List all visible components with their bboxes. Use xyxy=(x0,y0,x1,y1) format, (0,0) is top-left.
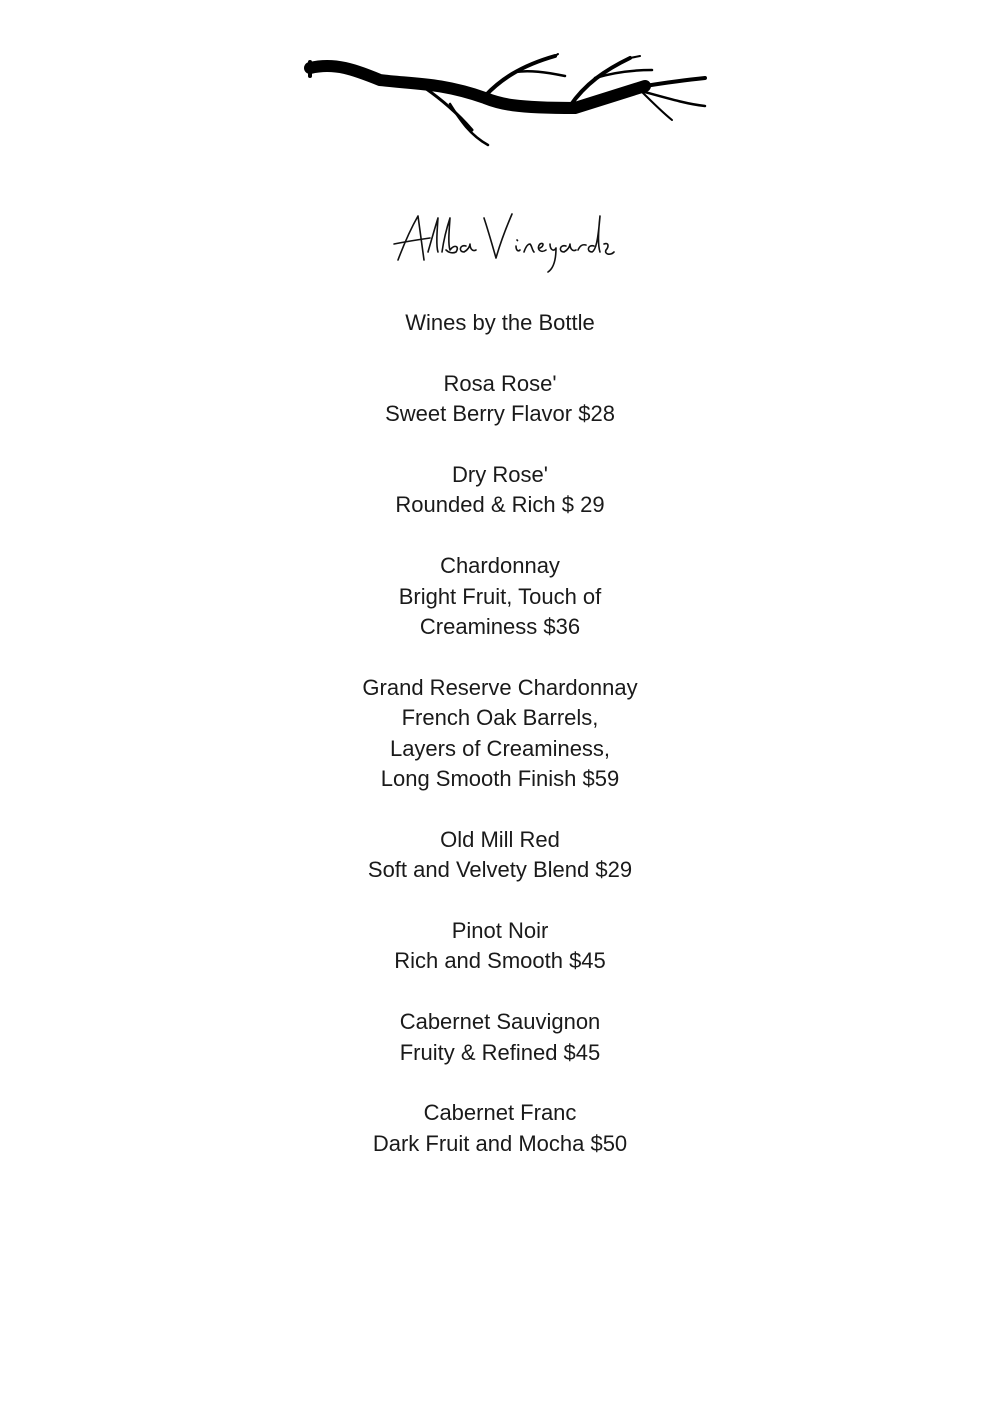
wine-item xyxy=(0,1007,1000,1068)
wine-name: Cabernet Franc xyxy=(423,1100,577,1126)
wine-name: Dry Rose' xyxy=(452,462,548,487)
wine-description: Rich and Smooth $45 xyxy=(394,948,606,974)
wine-item xyxy=(0,916,1000,977)
wine-name: Rosa Rose' xyxy=(443,370,557,396)
tree-branch-icon xyxy=(300,40,720,160)
wine-item xyxy=(0,1098,1000,1159)
wine-description: Creaminess $36 xyxy=(419,614,581,640)
wine-name: Cabernet Sauvignon xyxy=(399,1009,601,1035)
wine-description: Sweet Berry Flavor $28 xyxy=(385,401,615,427)
wine-menu xyxy=(0,308,1000,1190)
alba-vineyards-script-logo xyxy=(380,200,620,280)
menu-title: Wines by the Bottle xyxy=(405,310,595,335)
wine-name: Chardonnay xyxy=(440,553,560,579)
wine-description: Bright Fruit, Touch of xyxy=(398,583,602,609)
wine-item xyxy=(0,551,1000,642)
wine-description: Rounded & Rich $ 29 xyxy=(395,492,605,518)
wine-description: Soft and Velvety Blend $29 xyxy=(367,857,633,883)
wine-description: Fruity & Refined $45 xyxy=(399,1039,601,1065)
wine-description: French Oak Barrels, xyxy=(401,705,599,731)
wine-description: Dark Fruit and Mocha $50 xyxy=(372,1130,628,1156)
wine-name: Grand Reserve Chardonnay xyxy=(362,674,638,700)
wine-item xyxy=(0,460,1000,521)
wine-item xyxy=(0,825,1000,886)
wine-item xyxy=(0,673,1000,795)
wine-item xyxy=(0,369,1000,430)
wine-name: Pinot Noir xyxy=(451,918,549,944)
wine-description: Layers of Creaminess, xyxy=(389,735,611,761)
wine-description: Long Smooth Finish $59 xyxy=(380,766,620,792)
wine-name: Old Mill Red xyxy=(440,826,560,852)
